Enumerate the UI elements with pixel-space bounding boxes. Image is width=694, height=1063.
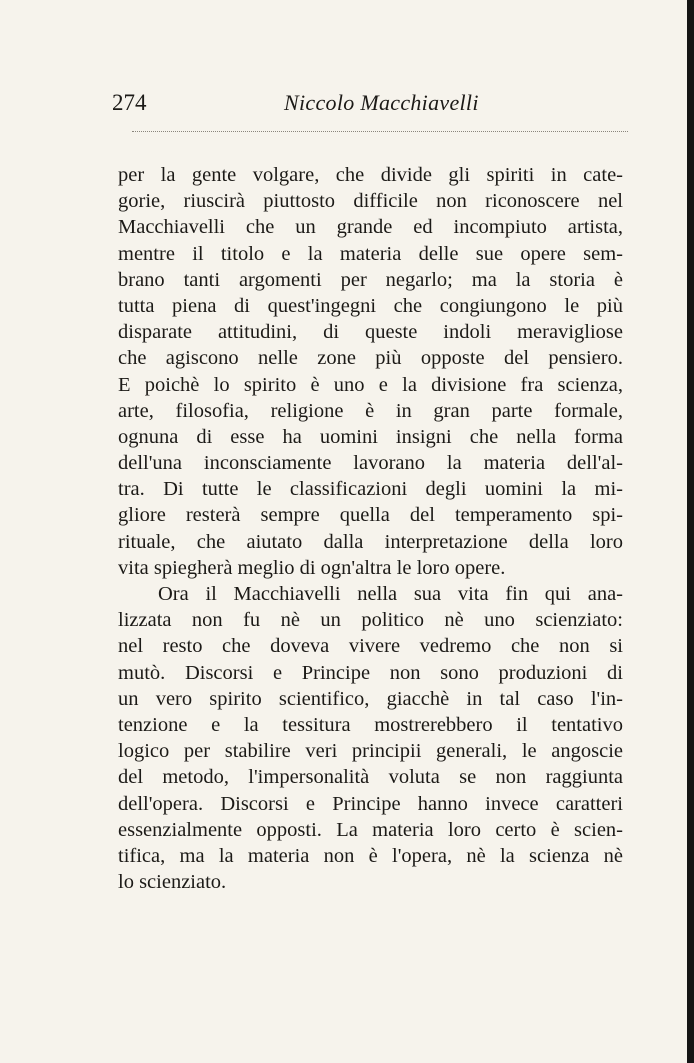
- running-title: Niccolo Macchiavelli: [284, 90, 479, 115]
- text-line: Macchiavelli che un grande ed incompiuto artista,: [118, 216, 623, 239]
- text-line: nel resto che doveva vivere vedremo che non si: [118, 635, 623, 658]
- text-line: disparate attitudini, di queste indoli meravigliose: [118, 321, 623, 344]
- text-line: per la gente volgare, che divide gli spiriti in cate-: [118, 164, 623, 186]
- text-line: vita spiegherà meglio di ogn'altra le loro opere.: [118, 556, 506, 579]
- text-line: essenzialmente opposti. La materia loro certo è scien-: [118, 818, 623, 841]
- page-number: 274: [112, 90, 147, 115]
- text-line: lizzata non fu nè un politico nè uno scienziato:: [118, 609, 623, 632]
- text-line: dell'opera. Discorsi e Principe hanno invece caratteri: [118, 792, 623, 815]
- text-line: tenzione e la tessitura mostrerebbero il tentativo: [118, 713, 623, 736]
- text-line: E poichè lo spirito è uno e la divisione fra scienza,: [118, 373, 623, 396]
- text-line: che agiscono nelle zone più opposte del pensiero.: [118, 347, 623, 370]
- page-edge-shadow: [687, 0, 694, 1063]
- text-line: mentre il titolo e la materia delle sue opere sem-: [118, 242, 623, 265]
- text-line: arte, filosofia, religione è in gran parte formale,: [118, 399, 623, 422]
- text-line: mutò. Discorsi e Principe non sono produzioni di: [118, 661, 623, 684]
- body-text: [118, 162, 623, 895]
- header-rule: [132, 131, 628, 132]
- text-line: gorie, riuscirà piuttosto difficile non riconoscere nel: [118, 190, 623, 213]
- text-line: dell'una inconsciamente lavorano la materia dell'al-: [118, 452, 623, 475]
- text-line: tutta piena di quest'ingegni che congiungono le più: [118, 294, 623, 317]
- text-line: tifica, ma la materia non è l'opera, nè la scienza nè: [118, 844, 623, 867]
- text-line: brano tanti argomenti per negarlo; ma la storia è: [118, 268, 623, 291]
- text-line: gliore resterà sempre quella del temperamento spi-: [118, 504, 623, 527]
- text-line: rituale, che aiutato dalla interpretazione della loro: [118, 530, 623, 553]
- text-line: lo scienziato.: [118, 871, 227, 894]
- text-line: un vero spirito scientifico, giacchè in tal caso l'in-: [118, 687, 623, 710]
- text-line: tra. Di tutte le classificazioni degli uomini la mi-: [118, 478, 623, 501]
- running-head: [112, 86, 628, 120]
- text-line: Ora il Macchiavelli nella sua vita fin qui ana-: [158, 583, 623, 605]
- text-line: logico per stabilire veri principii generali, le angoscie: [118, 740, 623, 763]
- text-line: del metodo, l'impersonalità voluta se non raggiunta: [118, 766, 623, 789]
- text-line: ognuna di esse ha uomini insigni che nella forma: [118, 425, 623, 448]
